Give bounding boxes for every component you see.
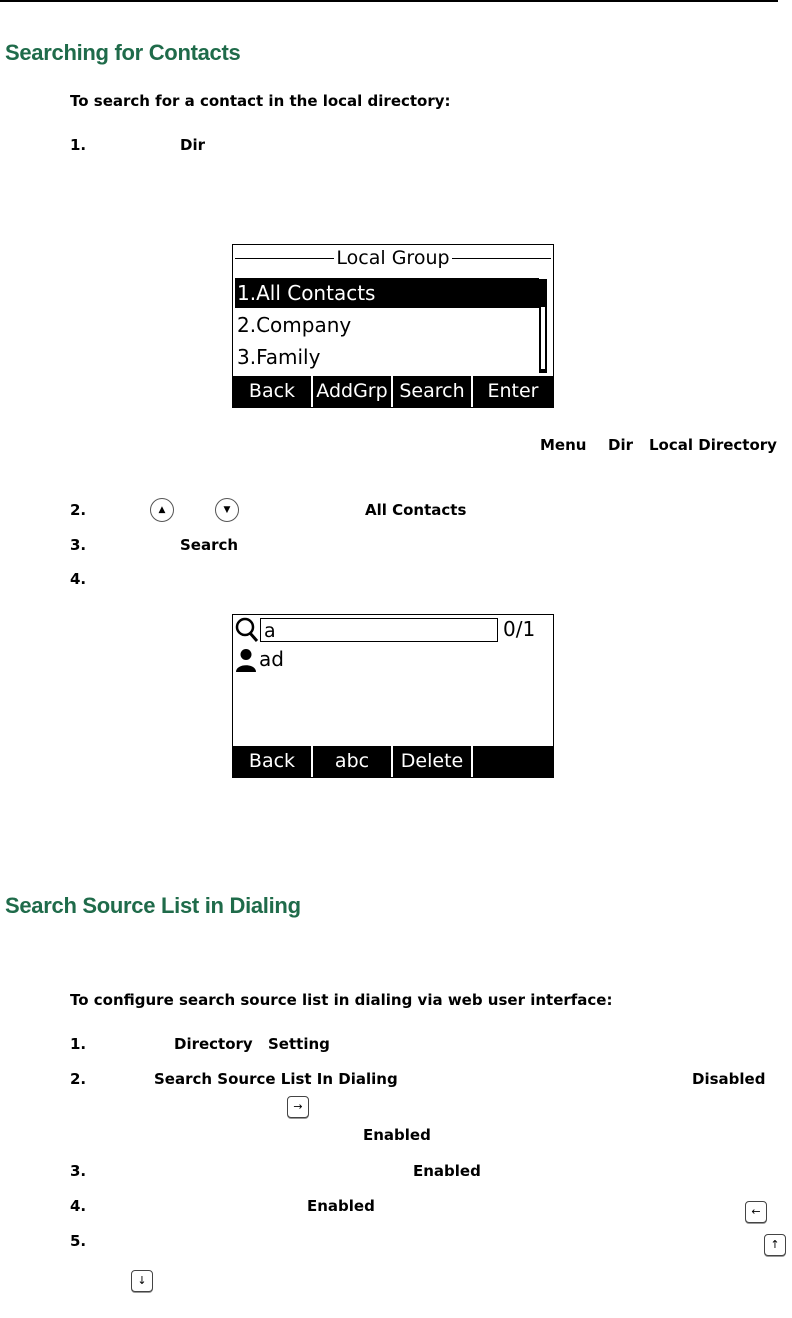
softkey-delete[interactable]: Delete — [393, 746, 473, 777]
section-heading-searching: Searching for Contacts — [5, 40, 241, 65]
enabled-label: Enabled — [307, 1197, 375, 1215]
path-dir: Dir — [608, 436, 633, 454]
section-intro: To search for a contact in the local directory: — [70, 92, 451, 110]
section-intro: To configure search source list in dialing via web user interface: — [70, 991, 613, 1009]
search-source-field-label: Search Source List In Dialing — [154, 1070, 398, 1088]
step-number: 2. — [70, 501, 87, 519]
step-number: 4. — [70, 1197, 87, 1215]
path-local-directory: Local Directory — [649, 436, 777, 454]
step-number: 3. — [70, 536, 87, 554]
search-key-label: Search — [180, 536, 239, 554]
dir-key-label: Dir — [180, 136, 205, 154]
nav-up-key-icon: ▲ — [150, 498, 174, 522]
softkey-bar — [233, 376, 553, 407]
list-item-company[interactable]: 2.Company — [237, 313, 352, 337]
softkey-back[interactable]: Back — [233, 376, 313, 407]
softkey-back[interactable]: Back — [233, 746, 313, 777]
result-count: 0/1 — [503, 617, 536, 641]
search-input[interactable]: a — [260, 618, 498, 642]
disabled-label: Disabled — [692, 1070, 766, 1088]
setting-label: Setting — [268, 1035, 330, 1053]
enabled-label: Enabled — [413, 1162, 481, 1180]
softkey-addgrp[interactable]: AddGrp — [313, 376, 393, 407]
right-arrow-button-icon: → — [287, 1096, 309, 1118]
search-icon — [235, 617, 259, 643]
softkey-bar — [233, 746, 553, 777]
contact-icon — [235, 648, 257, 672]
step-number: 4. — [70, 570, 87, 588]
all-contacts-label: All Contacts — [365, 501, 467, 519]
step-number: 2. — [70, 1070, 87, 1088]
search-screen — [232, 614, 554, 778]
up-arrow-button-icon: ↑ — [764, 1234, 786, 1256]
top-rule — [0, 0, 778, 2]
screen-title-bar — [233, 245, 553, 275]
step-number: 1. — [70, 136, 87, 154]
softkey-empty[interactable] — [473, 746, 553, 777]
softkey-enter[interactable]: Enter — [487, 380, 539, 402]
step-number: 5. — [70, 1232, 87, 1250]
nav-down-key-icon: ▼ — [215, 498, 239, 522]
down-arrow-button-icon: ↓ — [131, 1270, 153, 1292]
list-item-family[interactable]: 3.Family — [237, 345, 321, 369]
softkey-abc[interactable]: abc — [313, 746, 393, 777]
enabled-label: Enabled — [363, 1126, 431, 1144]
contact-result-item[interactable]: ad — [259, 647, 284, 671]
step-number: 3. — [70, 1162, 87, 1180]
softkey-search[interactable]: Search — [393, 376, 473, 407]
scrollbar-thumb[interactable] — [541, 307, 545, 369]
directory-label: Directory — [174, 1035, 253, 1053]
local-group-screen — [232, 244, 554, 408]
scrollbar[interactable] — [539, 279, 547, 373]
section-heading-search-source: Search Source List in Dialing — [5, 893, 301, 918]
screen-title: Local Group — [336, 247, 450, 269]
path-menu: Menu — [540, 436, 587, 454]
list-item-all-contacts[interactable]: 1.All Contacts — [235, 278, 539, 308]
step-number: 1. — [70, 1035, 87, 1053]
left-arrow-button-icon: ← — [745, 1201, 767, 1223]
